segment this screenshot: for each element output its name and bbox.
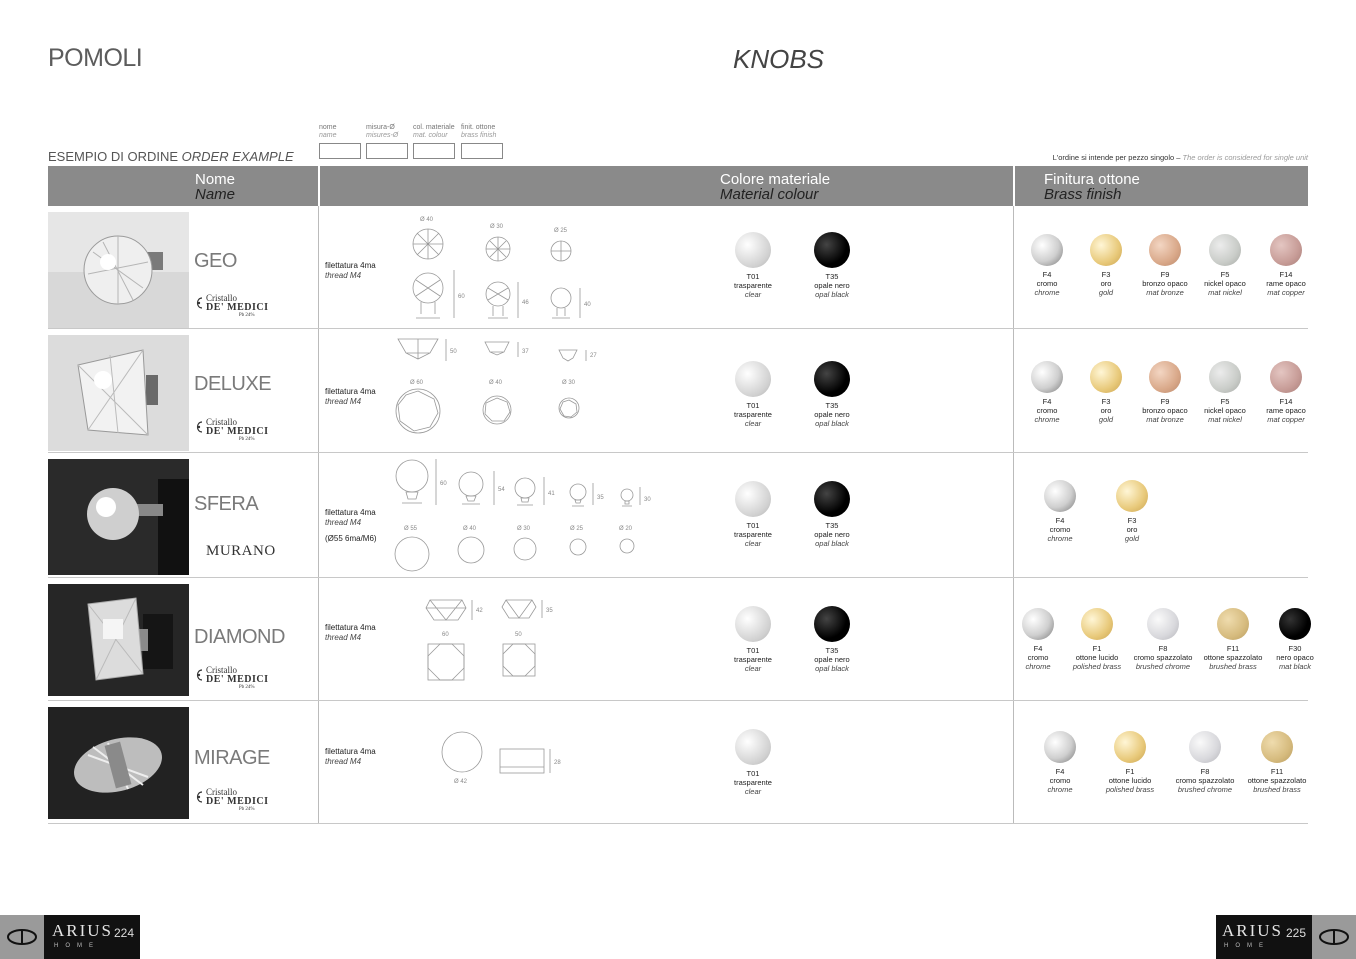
brand-emblem-icon xyxy=(0,915,44,959)
product-row-geo xyxy=(48,206,1308,329)
finish-swatch-f3: F3 oro gold xyxy=(1092,480,1172,543)
dim-label: 35 xyxy=(546,608,553,614)
order-box-colour xyxy=(413,143,455,159)
finish-swatch-f8: F8 cromo spazzolato brushed chrome xyxy=(1123,608,1203,671)
finish-swatch-f5: F5 nickel opaco mat nickel xyxy=(1185,234,1265,297)
page-number-left: 224 xyxy=(114,926,135,940)
product-photo-geo xyxy=(48,212,189,328)
product-name: DELUXE xyxy=(194,373,272,395)
dim-label: Ø 30 xyxy=(490,224,504,230)
product-row-sfera xyxy=(48,453,1308,578)
finish-swatch-f4: F4 cromo chrome xyxy=(1020,480,1100,543)
footer-right xyxy=(1216,915,1356,959)
product-row-deluxe xyxy=(48,329,1308,453)
brand-mark-icon xyxy=(194,296,204,310)
product-name: DIAMOND xyxy=(194,626,285,648)
technical-drawing-deluxe xyxy=(388,329,688,449)
dim-label: Ø 20 xyxy=(619,526,633,532)
product-name: MIRAGE xyxy=(194,747,270,769)
brand-mark-icon xyxy=(194,790,204,804)
finish-swatch-f11: F11 ottone spazzolato brushed brass xyxy=(1237,731,1317,794)
brand-mark-icon xyxy=(194,668,204,682)
technical-drawing-sfera xyxy=(388,453,708,577)
product-name: SFERA xyxy=(194,493,259,515)
dim-label: Ø 40 xyxy=(420,217,434,223)
colour-swatch-t35: T35 opale nero opal black xyxy=(792,361,872,428)
dim-label: Ø 25 xyxy=(570,526,584,532)
brand-emblem-icon xyxy=(1312,915,1356,959)
brand-logo-murano: MURANO xyxy=(206,543,276,559)
footer-brand-sub: HOME xyxy=(1224,943,1270,949)
dim-label: 60 xyxy=(458,294,465,300)
dim-label: 35 xyxy=(597,495,604,501)
finish-swatch-f9: F9 bronzo opaco mat bronze xyxy=(1125,361,1205,424)
finish-swatch-f1: F1 ottone lucido polished brass xyxy=(1057,608,1137,671)
product-row-diamond xyxy=(48,578,1314,701)
order-box-finish xyxy=(461,143,503,159)
page-title-it: POMOLI xyxy=(48,44,143,72)
dim-label: 46 xyxy=(522,300,529,306)
brand-logo-medici: Cristallo DE' MEDICI Pb 24% xyxy=(194,666,269,690)
dim-label: 37 xyxy=(522,349,529,355)
page-title-en: KNOBS xyxy=(733,44,825,74)
product-name: GEO xyxy=(194,250,237,272)
finish-swatch-f14: F14 rame opaco mat copper xyxy=(1246,361,1326,424)
finish-swatch-f1: F1 ottone lucido polished brass xyxy=(1090,731,1170,794)
brand-logo-medici: Cristallo DE' MEDICI Pb 24% xyxy=(194,294,269,318)
technical-drawing-diamond xyxy=(388,578,648,698)
order-field-name: nome name xyxy=(319,124,361,159)
dim-label: 28 xyxy=(554,760,561,766)
order-example-label: ESEMPIO DI ORDINE ORDER EXAMPLE xyxy=(48,149,294,164)
finish-swatch-f8: F8 cromo spazzolato brushed chrome xyxy=(1165,731,1245,794)
brand-logo-medici: Cristallo DE' MEDICI Pb 24% xyxy=(194,788,269,812)
finish-swatch-f3: F3 oro gold xyxy=(1066,234,1146,297)
dim-label: Ø 42 xyxy=(454,779,468,785)
header-name: Nome Name xyxy=(195,171,236,203)
dim-label: Ø 30 xyxy=(517,526,531,532)
product-photo-diamond xyxy=(48,584,189,696)
colour-swatch-t35: T35 opale nero opal black xyxy=(792,606,872,673)
order-field-colour: col. materiale mat. colour xyxy=(413,124,455,159)
dim-label: 54 xyxy=(498,487,505,493)
thread-info: filettatura 4ma thread M4 (Ø55 6ma/M6) xyxy=(325,508,377,543)
order-field-finish: finit. ottone brass finish xyxy=(461,124,503,159)
order-box-name xyxy=(319,143,361,159)
header-finish: Finitura ottone Brass finish xyxy=(1044,171,1140,203)
dim-label: 50 xyxy=(450,349,457,355)
finish-swatch-f11: F11 ottone spazzolato brushed brass xyxy=(1193,608,1273,671)
dim-label: Ø 30 xyxy=(562,380,576,386)
brand-mark-icon xyxy=(194,420,204,434)
colour-swatch-t01: T01 trasparente clear xyxy=(713,481,793,548)
order-box-size xyxy=(366,143,408,159)
dim-label: Ø 60 xyxy=(410,380,424,386)
product-row-mirage xyxy=(48,701,1308,824)
technical-drawing-mirage xyxy=(388,701,628,821)
colour-swatch-t35: T35 opale nero opal black xyxy=(792,232,872,299)
colour-swatch-t01: T01 trasparente clear xyxy=(713,606,793,673)
colour-swatch-t01: T01 trasparente clear xyxy=(713,361,793,428)
dim-label: 42 xyxy=(476,608,483,614)
finish-swatch-f4: F4 cromo chrome xyxy=(998,608,1078,671)
colour-swatch-t35: T35 opale nero opal black xyxy=(792,481,872,548)
product-photo-deluxe xyxy=(48,335,189,451)
dim-label: 50 xyxy=(515,632,522,638)
brand-logo-medici: Cristallo DE' MEDICI Pb 24% xyxy=(194,418,269,442)
finish-swatch-f3: F3 oro gold xyxy=(1066,361,1146,424)
header-colour: Colore materiale Material colour xyxy=(720,171,831,203)
footer-brand: ARIUS xyxy=(1222,921,1284,940)
swatch-ball xyxy=(735,232,771,268)
product-table xyxy=(48,166,1314,824)
thread-info: filettatura 4ma thread M4 xyxy=(325,387,376,406)
thread-info: filettatura 4ma thread M4 xyxy=(325,623,376,642)
page-number-right: 225 xyxy=(1286,926,1307,940)
finish-swatch-f4: F4 cromo chrome xyxy=(1020,731,1100,794)
colour-swatch-t01: T01 trasparente clear xyxy=(713,232,793,299)
footer-left xyxy=(0,915,140,959)
finish-swatch-f5: F5 nickel opaco mat nickel xyxy=(1185,361,1265,424)
dim-label: 60 xyxy=(442,632,449,638)
product-photo-sfera xyxy=(48,459,189,575)
dim-label: Ø 55 xyxy=(404,526,418,532)
finish-swatch-f9: F9 bronzo opaco mat bronze xyxy=(1125,234,1205,297)
dim-label: 41 xyxy=(548,491,555,497)
finish-swatch-f4: F4 cromo chrome xyxy=(1007,361,1087,424)
thread-info: filettatura 4ma thread M4 xyxy=(325,261,376,280)
order-field-size: misura-Ø misures-Ø xyxy=(366,124,408,159)
colour-swatch-t01: T01 trasparente clear xyxy=(713,729,793,796)
dim-label: 27 xyxy=(590,353,597,359)
order-note: L'ordine si intende per pezzo singolo – The order is considered for single unit xyxy=(1052,153,1308,162)
dim-label: 40 xyxy=(584,302,591,308)
footer-brand: ARIUS xyxy=(52,921,114,940)
dim-label: Ø 25 xyxy=(554,228,568,234)
finish-swatch-f4: F4 cromo chrome xyxy=(1007,234,1087,297)
dim-label: Ø 40 xyxy=(463,526,477,532)
swatch-ball xyxy=(814,232,850,268)
dim-label: 30 xyxy=(644,497,651,503)
thread-info: filettatura 4ma thread M4 xyxy=(325,747,376,766)
table-header xyxy=(48,166,1308,206)
technical-drawing-geo xyxy=(388,206,688,326)
finish-swatch-f30: F30 nero opaco mat black xyxy=(1255,608,1335,671)
product-photo-mirage xyxy=(48,707,189,819)
finish-swatch-f14: F14 rame opaco mat copper xyxy=(1246,234,1326,297)
footer-brand-sub: HOME xyxy=(54,943,100,949)
dim-label: 60 xyxy=(440,481,447,487)
dim-label: Ø 40 xyxy=(489,380,503,386)
